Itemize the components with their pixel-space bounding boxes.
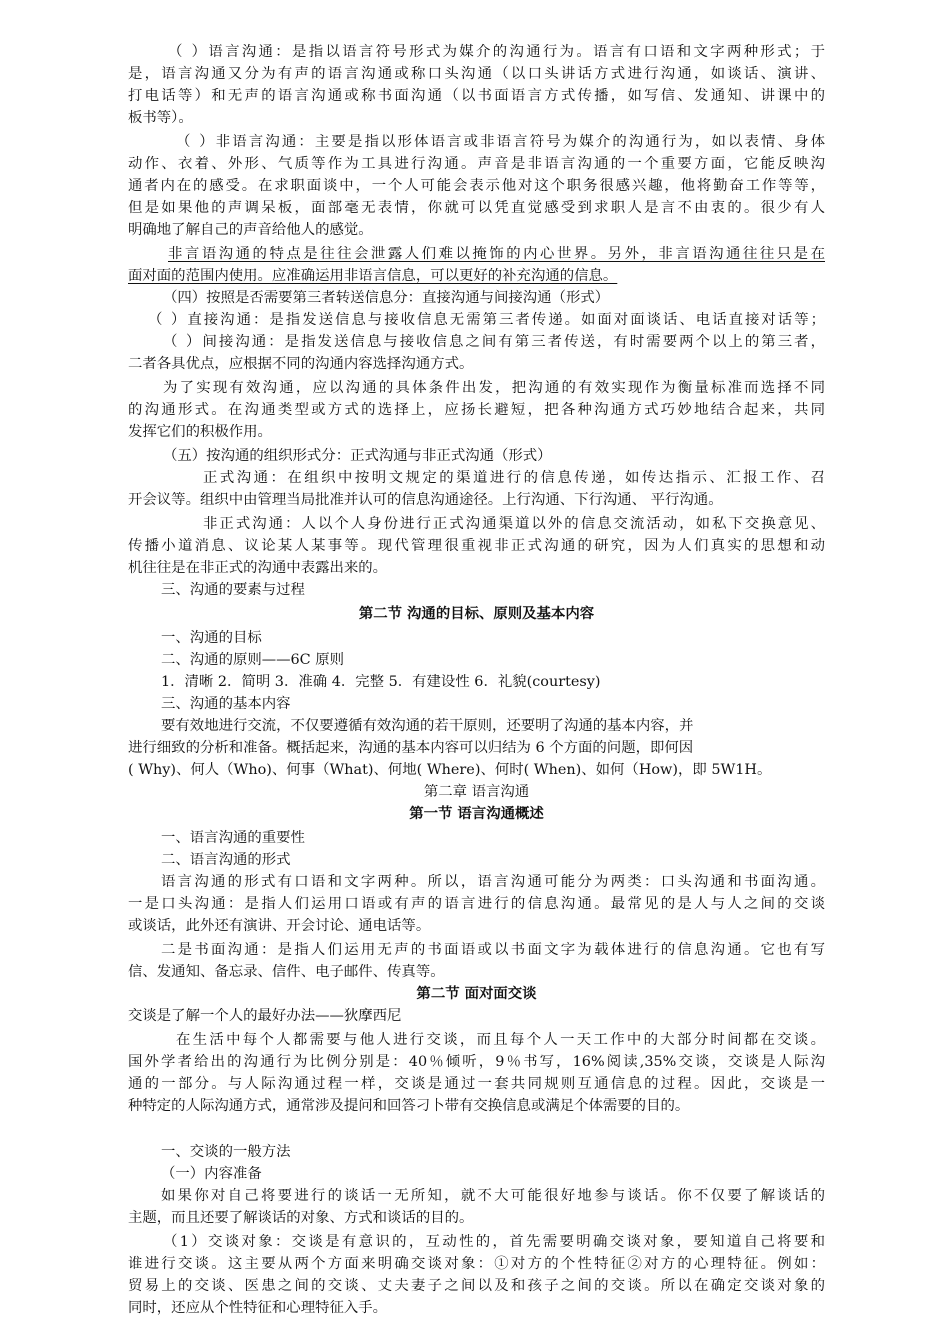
- text-line: 如果你对自己将要进行的谈话一无所知，就不大可能很好地参与谈话。你不仅要了解谈话的: [161, 1188, 825, 1204]
- text-line: （1）交谈对象：交谈是有意识的，互动性的，首先需要明确交谈对象，要知道自己将要和: [163, 1234, 825, 1250]
- text-line: 种特定的人际沟通方式，通常涉及提问和回答刁卜带有交换信息或满足个体需要的目的。: [128, 1098, 690, 1114]
- text-line: 在生活中每个人都需要与他人进行交谈，而且每个人一天工作中的大部分时间都在交谈。: [176, 1032, 825, 1048]
- text-line: 或谈话，此外还有演讲、开会讨论、通电话等。: [128, 918, 431, 934]
- text-line: 同时，还应从个性特征和心理特征入手。: [128, 1300, 388, 1316]
- text-line: 信、发通知、备忘录、信件、电子邮件、传真等。: [128, 964, 445, 980]
- text-line: 一是口头沟通：是指人们运用口语或有声的语言进行的信息沟通。最常见的是人与人之间的交谈: [128, 896, 825, 912]
- text-line: 进行细致的分析和准备。概括起来，沟通的基本内容可以归结为 6 个方面的问题，即何因: [128, 740, 694, 756]
- text-line: （ ）非语言沟通：主要是指以形体语言或非语言符号为媒介的沟通行为，如以表情、身体: [176, 134, 825, 150]
- text-line: 三、沟通的基本内容: [161, 696, 291, 712]
- text-line: 一、交谈的一般方法: [161, 1144, 291, 1160]
- text-line: 机往往是在非正式的沟通中表露出来的。: [128, 560, 388, 576]
- section-heading: 第二章 语言沟通: [423, 784, 530, 800]
- text-line: 传播小道消息、议论某人某事等。现代管理很重视非正式沟通的研究，因为人们真实的思想和动: [128, 538, 825, 554]
- text-line: 三、沟通的要素与过程: [161, 582, 305, 598]
- text-line: 1．清晰 2．简明 3．准确 4．完整 5．有建设性 6．礼貌(courtesy): [161, 674, 601, 690]
- text-line: 非言语沟通的特点是往往会泄露人们难以掩饰的内心世界。另外，非言语沟通往往只是在: [168, 246, 825, 262]
- section-heading: 第一节 语言沟通概述: [409, 805, 544, 822]
- text-line: 动作、衣着、外形、气质等作为工具进行沟通。声音是非语言沟通的一个重要方面，它能反映沟: [128, 156, 825, 172]
- text-line: ( Why)、何人（Who)、何事（What)、何地( Where)、何时( When)、如何（How)，即 5W1H。: [128, 762, 772, 778]
- text-line: （五）按沟通的组织形式分：正式沟通与非正式沟通（形式）: [163, 448, 552, 464]
- text-line: （ ）间接沟通：是指发送信息与接收信息之间有第三者传送，有时需要两个以上的第三者，: [163, 334, 825, 350]
- text-line: 贸易上的交谈、医患之间的交谈、丈夫妻子之间以及和孩子之间的交谈。所以在确定交谈对象的: [128, 1278, 825, 1294]
- text-line: 的沟通形式。在沟通类型或方式的选择上，应扬长避短，把各种沟通方式巧妙地结合起来，共同: [128, 402, 825, 418]
- text-line: 主题，而且还要了解谈话的对象、方式和谈话的目的。: [128, 1210, 474, 1226]
- text-line: 是，语言沟通又分为有声的语言沟通或称口头沟通（以口头讲话方式进行沟通，如谈话、演讲、: [128, 66, 825, 82]
- text-line: 打电话等）和无声的语言沟通或称书面沟通（以书面语言方式传播，如写信、发通知、讲课中的: [128, 88, 825, 104]
- text-line: 但是如果他的声调呆板，面部毫无表情，你就可以凭直觉感受到求职人是言不由衷的。很少有人: [128, 200, 825, 216]
- text-line: 二者各具优点，应根据不同的沟通内容选择沟通方式。: [128, 356, 474, 372]
- text-line: （ ）直接沟通：是指发送信息与接收信息无需第三者传递。如面对面谈话、电话直接对话等；: [148, 312, 825, 328]
- text-line: 二、语言沟通的形式: [161, 852, 291, 868]
- text-line: 明确地了解自己的声音给他人的感觉。: [128, 222, 373, 238]
- section-heading: 第二节 面对面交谈: [416, 985, 537, 1002]
- text-line: 二、沟通的原则——6C 原则: [161, 652, 345, 668]
- text-line: 板书等）。: [128, 110, 193, 126]
- text-line: 通的一部分。与人际沟通过程一样，交谈是通过一套共同规则互通信息的过程。因此，交谈是一: [128, 1076, 825, 1092]
- text-line: 为了实现有效沟通，应以沟通的具体条件出发，把沟通的有效实现作为衡量标准而选择不同: [163, 380, 825, 396]
- text-line: 国外学者给出的沟通行为比例分别是：40％倾听，9％书写，16%阅读,35%交谈，交谈是人际沟: [128, 1054, 825, 1070]
- text-line: 语言沟通的形式有口语和文字两种。所以，语言沟通可能分为两类：口头沟通和书面沟通。: [161, 874, 825, 890]
- text-line: （ ）语言沟通：是指以语言符号形式为媒介的沟通行为。语言有口语和文字两种形式；于: [168, 44, 825, 60]
- text-line: 二是书面沟通：是指人们运用无声的书面语或以书面文字为载体进行的信息沟通。它也有写: [161, 942, 825, 958]
- text-line: 开会议等。组织中由管理当局批准并认可的信息沟通途径。上行沟通、下行沟通、 平行沟通。: [128, 492, 723, 508]
- text-line: 非正式沟通：人以个人身份进行正式沟通渠道以外的信息交流活动，如私下交换意见、: [203, 516, 825, 532]
- text-line: 发挥它们的积极作用。: [128, 424, 272, 440]
- text-line: 一、语言沟通的重要性: [161, 830, 305, 846]
- section-heading: 第二节 沟通的目标、原则及基本内容: [358, 605, 595, 622]
- text-line: （四）按照是否需要第三者转送信息分：直接沟通与间接沟通（形式）: [163, 290, 610, 306]
- text-line: 要有效地进行交流，不仅要遵循有效沟通的若干原则，还要明了沟通的基本内容，并: [161, 718, 694, 734]
- text-line: 一、沟通的目标: [161, 630, 262, 646]
- text-line: 正式沟通：在组织中按明文规定的渠道进行的信息传递，如传达指示、汇报工作、召: [203, 470, 825, 486]
- text-line: 交谈是了解一个人的最好办法——狄摩西尼: [128, 1008, 402, 1024]
- text-line: 谁进行交谈。这主要从两个方面来明确交谈对象：①对方的个性特征②对方的心理特征。例如：: [128, 1256, 825, 1272]
- text-line: 通者内在的感受。在求职面谈中，一个人可能会表示他对这个职务很感兴趣，他将勤奋工作等等，: [128, 178, 825, 194]
- text-line: 面对面的范围内使用。应准确运用非语言信息，可以更好的补充沟通的信息。: [128, 268, 618, 284]
- text-line: （一）内容准备: [161, 1166, 262, 1182]
